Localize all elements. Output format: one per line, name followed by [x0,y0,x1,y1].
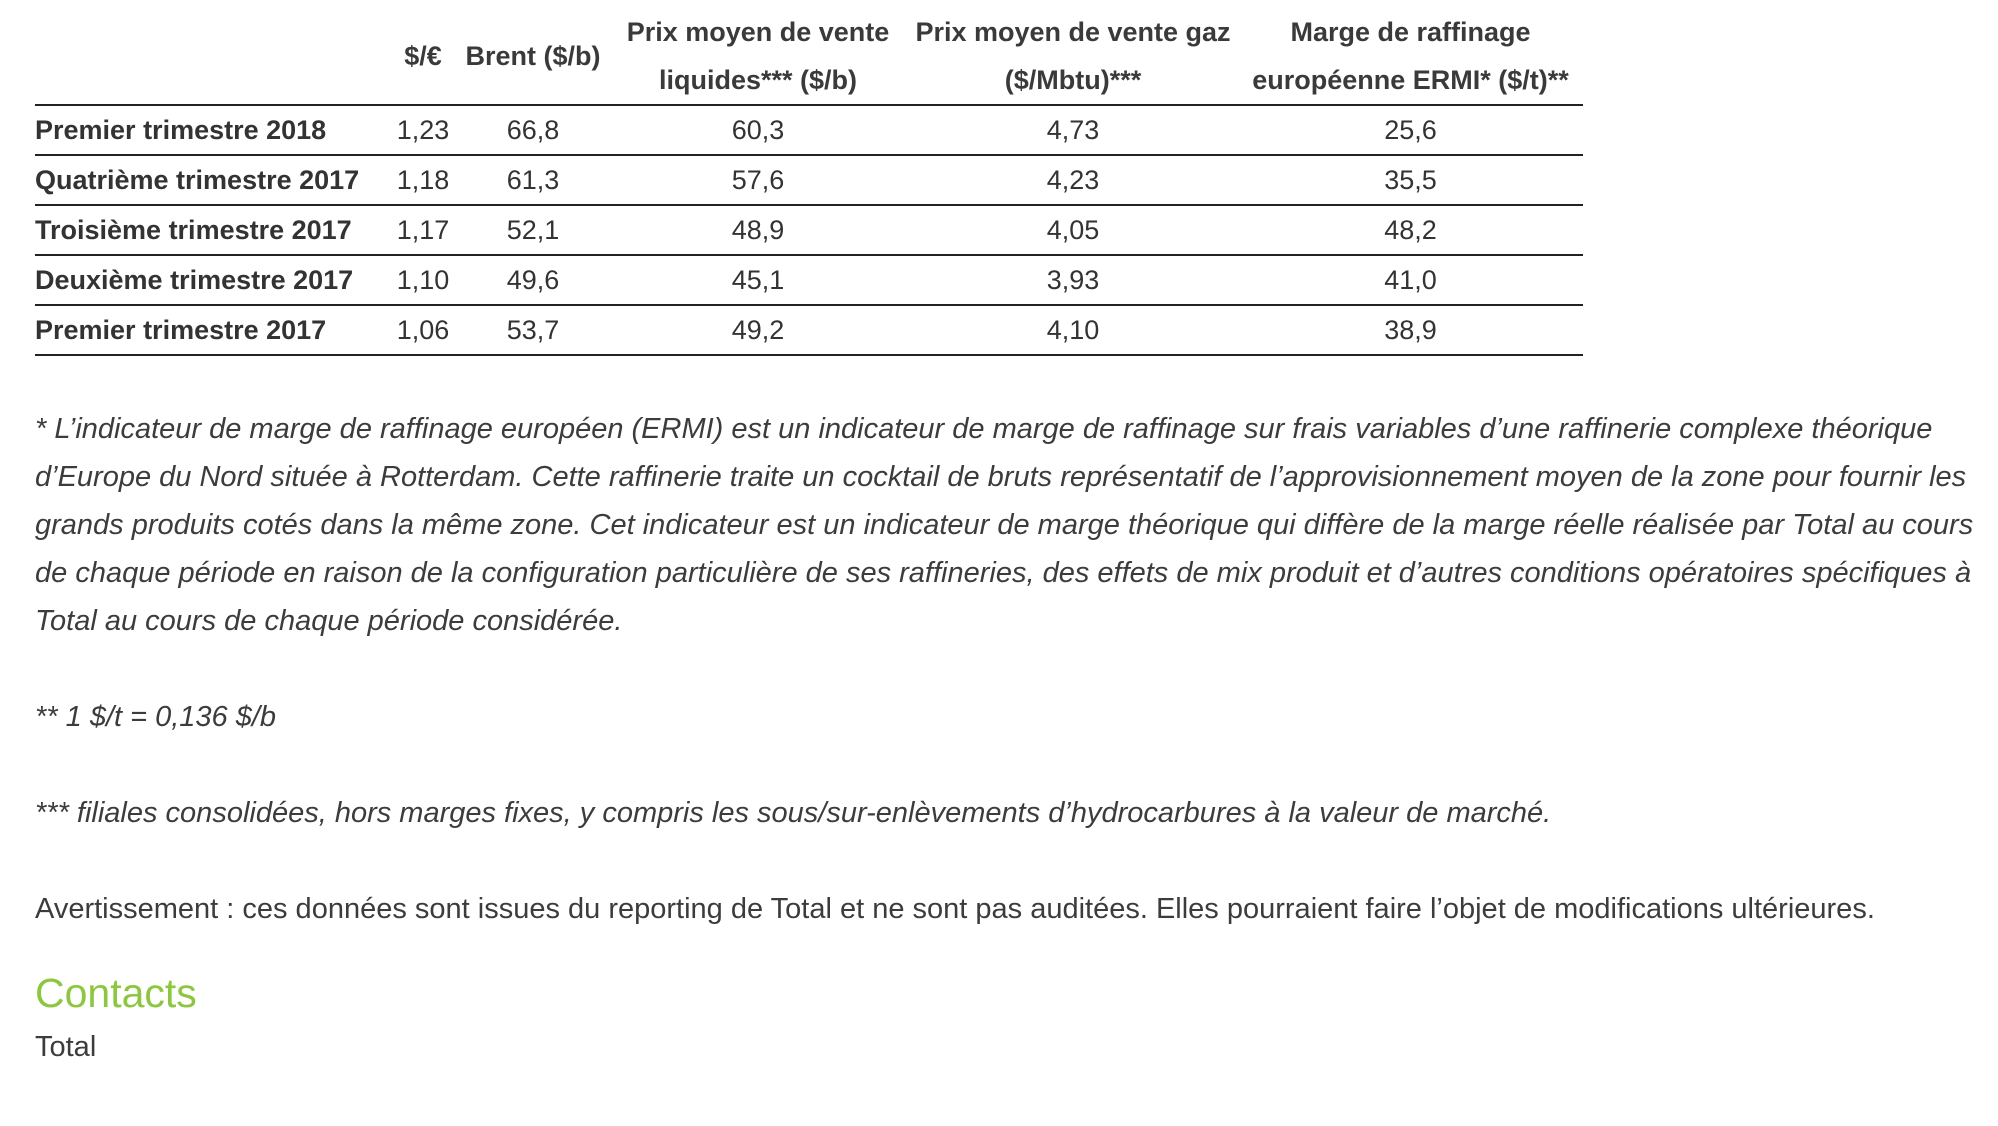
column-header [458,8,608,105]
table-cell: 1,10 [388,255,458,305]
table-cell: 53,7 [458,305,608,355]
row-label: Troisième trimestre 2017 [35,205,388,255]
table-cell: 38,9 [1238,305,1583,355]
table-cell: 45,1 [608,255,908,305]
table-cell: 60,3 [608,105,908,155]
table-cell: 57,6 [608,155,908,205]
table-row [35,205,1583,255]
table-header [35,8,1583,105]
table-cell: 25,6 [1238,105,1583,155]
column-header-line: Prix moyen de vente [626,17,890,47]
market-indicators-table [35,8,1583,356]
table-row [35,105,1583,155]
header-row-label-col [35,8,388,105]
column-header-line: Prix moyen de vente gaz [915,17,1231,47]
column-header [908,8,1238,105]
table-row [35,255,1583,305]
column-header [388,8,458,105]
table-cell: 1,17 [388,205,458,255]
row-label: Deuxième trimestre 2017 [35,255,388,305]
column-header [1238,8,1583,105]
column-header [608,8,908,105]
table-cell: 1,06 [388,305,458,355]
table-cell: 52,1 [458,205,608,255]
table-header-row [35,8,1583,105]
row-label: Quatrième trimestre 2017 [35,155,388,205]
row-label: Premier trimestre 2018 [35,105,388,155]
table-row [35,305,1583,355]
column-header-line: européenne ERMI* ($/t)** [1252,65,1569,95]
table-cell: 66,8 [458,105,608,155]
table-cell: 1,18 [388,155,458,205]
table-cell: 3,93 [908,255,1238,305]
table-cell: 4,05 [908,205,1238,255]
table-cell: 61,3 [458,155,608,205]
table-cell: 1,23 [388,105,458,155]
table-cell: 4,23 [908,155,1238,205]
table-row [35,155,1583,205]
footnotes [35,405,1980,1067]
row-label: Premier trimestre 2017 [35,305,388,355]
data-warning: Avertissement : ces données sont issues du reporting de Total et ne sont pas auditées. Elles pourraient faire l’objet de modifications ultérieures. [35,893,1875,925]
table-cell: 35,5 [1238,155,1583,205]
table-cell: 48,2 [1238,205,1583,255]
column-header-line: ($/Mbtu)*** [1004,65,1142,95]
contacts-heading: Contacts [35,970,197,1016]
footnote-ermi: * L’indicateur de marge de raffinage européen (ERMI) est un indicateur de marge de raffinage sur frais variables d’une raffinerie complexe théorique d’Europe du Nord située à Rotterdam. Cette raffinerie traite un cocktail de bruts représentatif de l’approvisionnement moyen de la zone pour fournir les grands produits cotés dans la même zone. Cet indicateur est un indicateur de marge théorique qui diffère de la marge réelle réalisée par Total au cours de chaque période en raison de la configuration particulière de ses raffineries, des effets de mix produit et d’autres conditions opératoires spécifiques à Total au cours de chaque période considérée. [35,413,1974,637]
table-cell: 4,73 [908,105,1238,155]
column-header-line: Marge de raffinage [1290,17,1531,47]
table-body [35,105,1583,355]
contact-company-name: Total [35,1031,97,1063]
column-header-line: liquides*** ($/b) [658,65,858,95]
column-header-line: Brent ($/b) [465,41,601,71]
table-cell: 49,6 [458,255,608,305]
footnote-conversion: ** 1 $/t = 0,136 $/b [35,701,277,733]
table-cell: 48,9 [608,205,908,255]
table-cell: 41,0 [1238,255,1583,305]
footnote-subsidiaries: *** filiales consolidées, hors marges fixes, y compris les sous/sur-enlèvements d’hydrocarbures à la valeur de marché. [35,797,1552,829]
column-header-line: $/€ [404,41,442,71]
table-cell: 4,10 [908,305,1238,355]
table-cell: 49,2 [608,305,908,355]
